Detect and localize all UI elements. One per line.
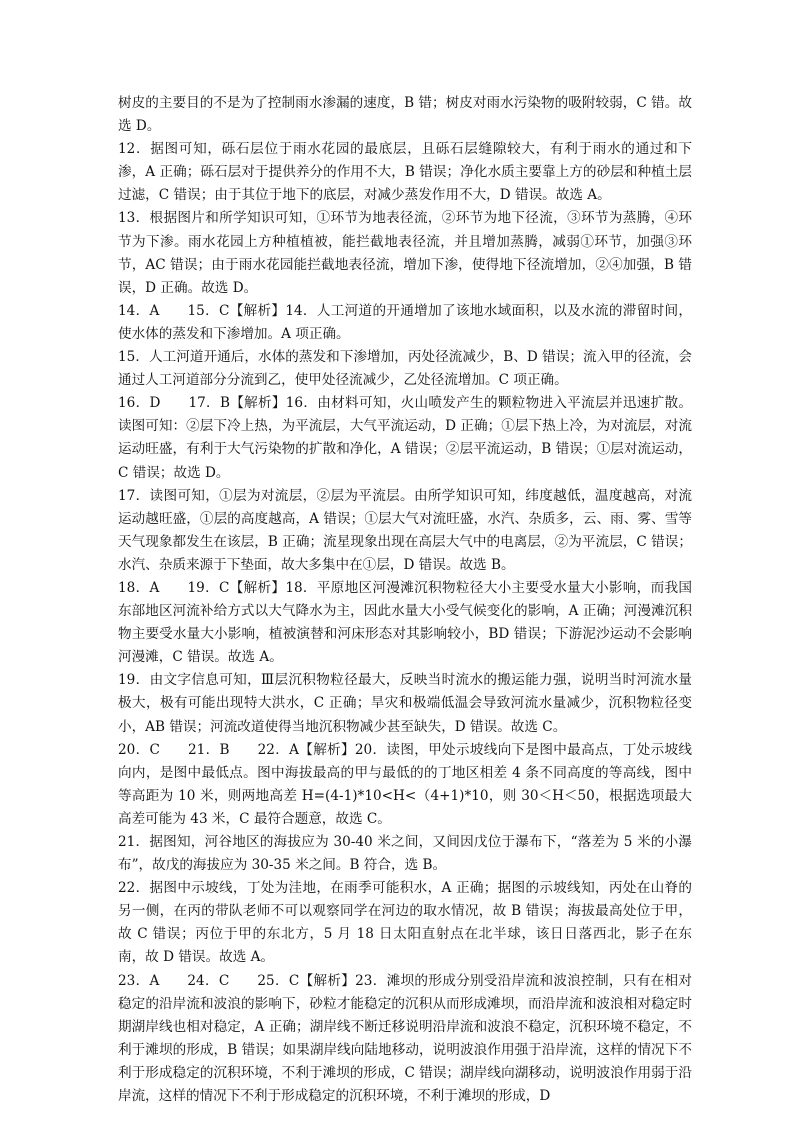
answer-paragraph-21: 21．据图知，河谷地区的海拔应为 30-40 米之间，又间因戊位于瀑布下，“落差为 5 米的小瀑布”，故戊的海拔应为 30-35 米之间。B 符合，选 B。 — [118, 834, 692, 874]
answer-paragraph-19: 19．由文字信息可知，Ⅲ层沉积物粒径最大，反映当时流水的搬运能力强，说明当时河流水量极大，极有可能出现特大洪水，C 正确；旱灾和极端低温会导致河流水量减少，沉积物粒径变小，AB 错误；河流改道使得当地沉积物减少甚至缺失，D 错误。故选 C。 — [118, 672, 692, 735]
answer-paragraph-23-25: 23．A 24．C 25．C【解析】23．滩坝的形成分别受沿岸流和波浪控制，只有在相对稳定的沿岸流和波浪的影响下，砂粒才能稳定的沉积从而形成滩坝，而沿岸流和波浪相对稳定时期湖岸线也相对稳定，A 正确；湖岸线不断迁移说明沿岸流和波浪不稳定，沉积环境不稳定，不利于滩坝的形成，B 错误；如果湖岸线向陆地移动，说明波浪作用强于沿岸流，这样的情况下不利于形成稳定的沉积环境，不利于滩坝的形成，C 错误；湖岸线向湖移动，说明波浪作用弱于沿岸流，这样的情况下不利于形成稳定的沉积环境，不利于滩坝的形成，D — [118, 972, 692, 1105]
answer-paragraph-11-tail: 树皮的主要目的不是为了控制雨水渗漏的速度，B 错；树皮对雨水污染物的吸附较弱，C 错。故选 D。 — [118, 95, 692, 135]
answer-paragraph-18-19: 18．A 19．C【解析】18．平原地区河漫滩沉积物粒径大小主要受水量大小影响，而我国东部地区河流补给方式以大气降水为主，因此水量大小受气候变化的影响，A 正确；河漫滩沉积物主要受水量大小影响，植被演替和河床形态对其影响较小，BD 错误；下游泥沙运动不会影响河漫滩，C 错误。故选 A。 — [118, 579, 692, 666]
answer-paragraph-15: 15．人工河道开通后，水体的蒸发和下渗增加，丙处径流减少，B、D 错误；流入甲的径流，会通过人工河道部分分流到乙，使甲处径流减少，乙处径流增加。C 项正确。 — [118, 349, 692, 389]
answer-paragraph-22: 22．据图中示坡线，丁处为洼地，在雨季可能积水，A 正确；据图的示坡线知，丙处在山脊的另一侧，在丙的带队老师不可以观察同学在河边的取水情况，故 B 错误；海拔最高处位于甲，故 C 错误；丙位于甲的东北方，5 月 18 日太阳直射点在北半球，该日日落西北，影子在东南，故 D 错误。故选 A。 — [118, 880, 692, 966]
answer-paragraph-14-15: 14．A 15．C【解析】14．人工河道的开通增加了该地水域面积，以及水流的滞留时间，使水体的蒸发和下渗增加。A 项正确。 — [118, 302, 692, 342]
answer-text-body — [118, 92, 692, 1108]
answer-paragraph-13: 13．根据图片和所学知识可知，①环节为地表径流，②环节为地下径流，③环节为蒸腾，④环节为下渗。雨水花园上方种植植被，能拦截地表径流，并且增加蒸腾，减弱①环节，加强③环节，AC 错误；由于雨水花园能拦截地表径流，增加下渗，使得地下径流增加，②④加强，B 错误，D 正确。故选 D。 — [118, 210, 692, 296]
answer-paragraph-12: 12．据图可知，砾石层位于雨水花园的最底层，且砾石层缝隙较大，有利于雨水的通过和下渗，A 正确；砾石层对于提供养分的作用不大，B 错误；净化水质主要靠上方的砂层和种植土层过滤，C 错误；由于其位于地下的底层，对减少蒸发作用不大，D 错误。故选 A。 — [118, 141, 692, 204]
answer-paragraph-16-17: 16．D 17．B【解析】16．由材料可知，火山喷发产生的颗粒物进入平流层并迅速扩散。读图可知：②层下冷上热，为平流层，大气平流运动，D 正确；①层下热上冷，为对流层，对流运动旺盛，有利于大气污染物的扩散和净化，A 错误；②层平流运动，B 错误；①层对流运动，C 错误；故选 D。 — [118, 395, 692, 481]
answer-paragraph-20-22: 20．C 21．B 22．A【解析】20．读图，甲处示坡线向下是图中最高点，丁处示坡线向内，是图中最低点。图中海拔最高的甲与最低的的丁地区相差 4 条不同高度的等高线，图中等高距为 10 米，则两地高差 H=(4-1)*10<H<（4+1)*10，则 30＜H＜50，根据选项最大高差可能为 43 米，C 最符合题意，故选 C。 — [118, 741, 692, 827]
answer-paragraph-17: 17．读图可知，①层为对流层，②层为平流层。由所学知识可知，纬度越低，温度越高，对流运动越旺盛，①层的高度越高，A 错误；①层大气对流旺盛，水汽、杂质多，云、雨、雾、雪等天气现象都发生在该层，B 正确；流星现象出现在高层大气中的电离层，②为平流层，C 错误；水汽、杂质来源于下垫面，故大多集中在①层，D 错误。故选 B。 — [118, 487, 692, 573]
